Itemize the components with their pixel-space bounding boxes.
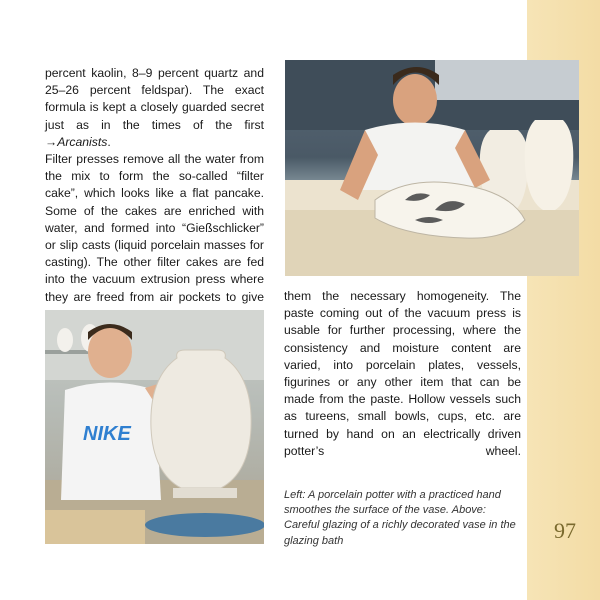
left-text-column xyxy=(45,65,264,306)
shirt-logo-text: NIKE xyxy=(83,423,131,445)
photo-potter-smoothing xyxy=(45,310,264,544)
arcanists-reference: →Arcanists xyxy=(45,134,108,149)
text-period: . xyxy=(107,134,111,149)
photo-caption: Left: A porcelain potter with a practiced hand smoothes the surface of the vase. Above: Careful glazing of a richly decorated vase in the glazing bath xyxy=(284,489,516,547)
page-number: 97 xyxy=(554,518,576,543)
right-text-column xyxy=(284,288,521,460)
paragraph-formula xyxy=(45,65,264,151)
photo-glazing-vase xyxy=(285,60,579,276)
paragraph-homogeneity: them the necessary homogeneity. The paste coming out of the vacuum press is usable for further processing, where the consistency and moisture content are varied, into porcelain plates, vessels, figurines or any other item that can be made from the paste. Hollow vessels such as tureens, small bowls, cups, etc. are turned by hand on an electrically driven potter’s wheel. xyxy=(284,289,521,458)
text-formula: percent kaolin, 8–9 percent quartz and 25–26 percent feldspar). The exact formula is kept a closely guarded secret just as in the times of the first xyxy=(45,66,264,132)
paragraph-filter-presses: Filter presses remove all the water from the mix to form the so-called “filter cake”, which looks like a flat pancake. Some of the cakes are enriched with water, and formed into “Gießschlicker” or slip casts (liquid porcelain masses for casting). The other filter cakes are fed into the vacuum extrusion press where they are freed from air pockets to give xyxy=(45,152,264,304)
